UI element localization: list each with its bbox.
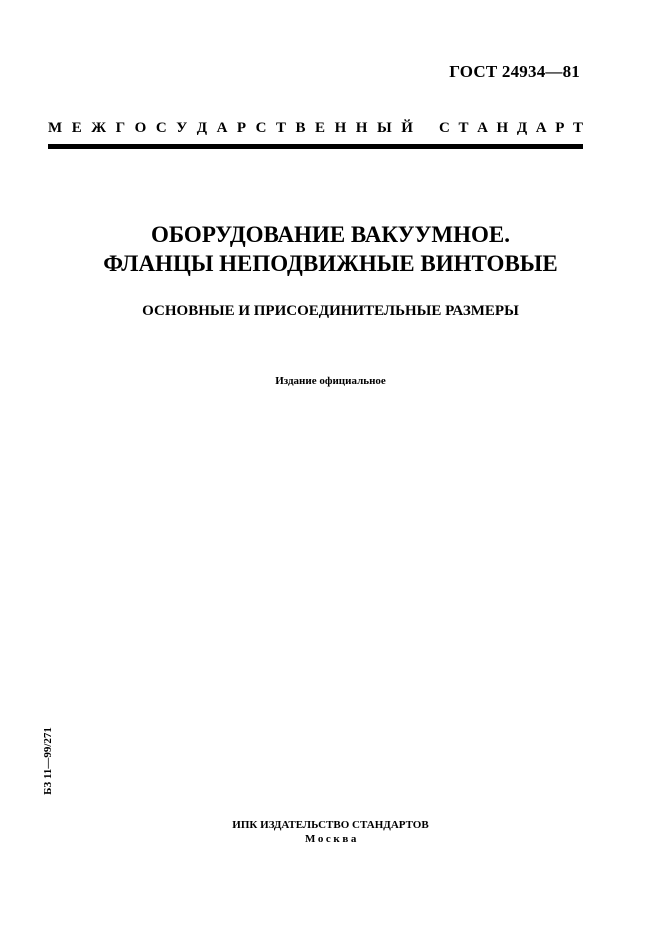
header-letter: М (48, 120, 63, 136)
header-letter: А (216, 120, 228, 136)
header-letter: А (477, 120, 488, 136)
title-line-2: ФЛАНЦЫ НЕПОДВИЖНЫЕ ВИНТОВЫЕ (103, 251, 558, 276)
header-label (48, 118, 583, 138)
document-title (0, 220, 661, 278)
header-word-interstate (48, 118, 413, 138)
header-letter: Т (572, 120, 583, 136)
header-letter: Т (275, 120, 286, 136)
edition-label: Издание официальное (275, 375, 386, 387)
header-letter: Д (196, 120, 208, 136)
publisher-block (0, 818, 661, 846)
publisher-city: Москва (305, 833, 359, 845)
standard-number: ГОСТ 24934—81 (449, 62, 580, 81)
header-rule (48, 144, 583, 149)
header-letter: Ы (376, 120, 392, 136)
header-letter: Й (401, 120, 413, 136)
document-subtitle: ОСНОВНЫЕ И ПРИСОЕДИНИТЕЛЬНЫЕ РАЗМЕРЫ (142, 303, 519, 319)
header-letter: А (535, 120, 547, 136)
header-letter: Д (516, 120, 528, 136)
header-letter: Т (458, 120, 469, 136)
header-letter: Р (555, 120, 565, 136)
header-letter: С (155, 120, 167, 136)
publisher-name: ИПК ИЗДАТЕЛЬСТВО СТАНДАРТОВ (232, 819, 429, 831)
header-letter: Н (496, 120, 509, 136)
header-letter: С (439, 120, 450, 136)
header-letter: В (295, 120, 306, 136)
header-letter: У (176, 120, 188, 136)
header-letter: Н (355, 120, 368, 136)
header-letter: О (134, 120, 147, 136)
title-line-1: ОБОРУДОВАНИЕ ВАКУУМНОЕ. (150, 222, 510, 247)
side-code (41, 722, 55, 800)
header-letter: Н (334, 120, 347, 136)
header-letter: Р (236, 120, 247, 136)
header-letter: С (255, 120, 267, 136)
header-band (48, 118, 583, 149)
side-code-text: БЗ 11—99/271 (42, 727, 54, 795)
header-letter: Е (71, 120, 82, 136)
header-word-standard (439, 118, 583, 138)
header-letter: Г (115, 120, 126, 136)
header-letter: Ж (91, 120, 107, 136)
header-letter: Е (315, 120, 326, 136)
